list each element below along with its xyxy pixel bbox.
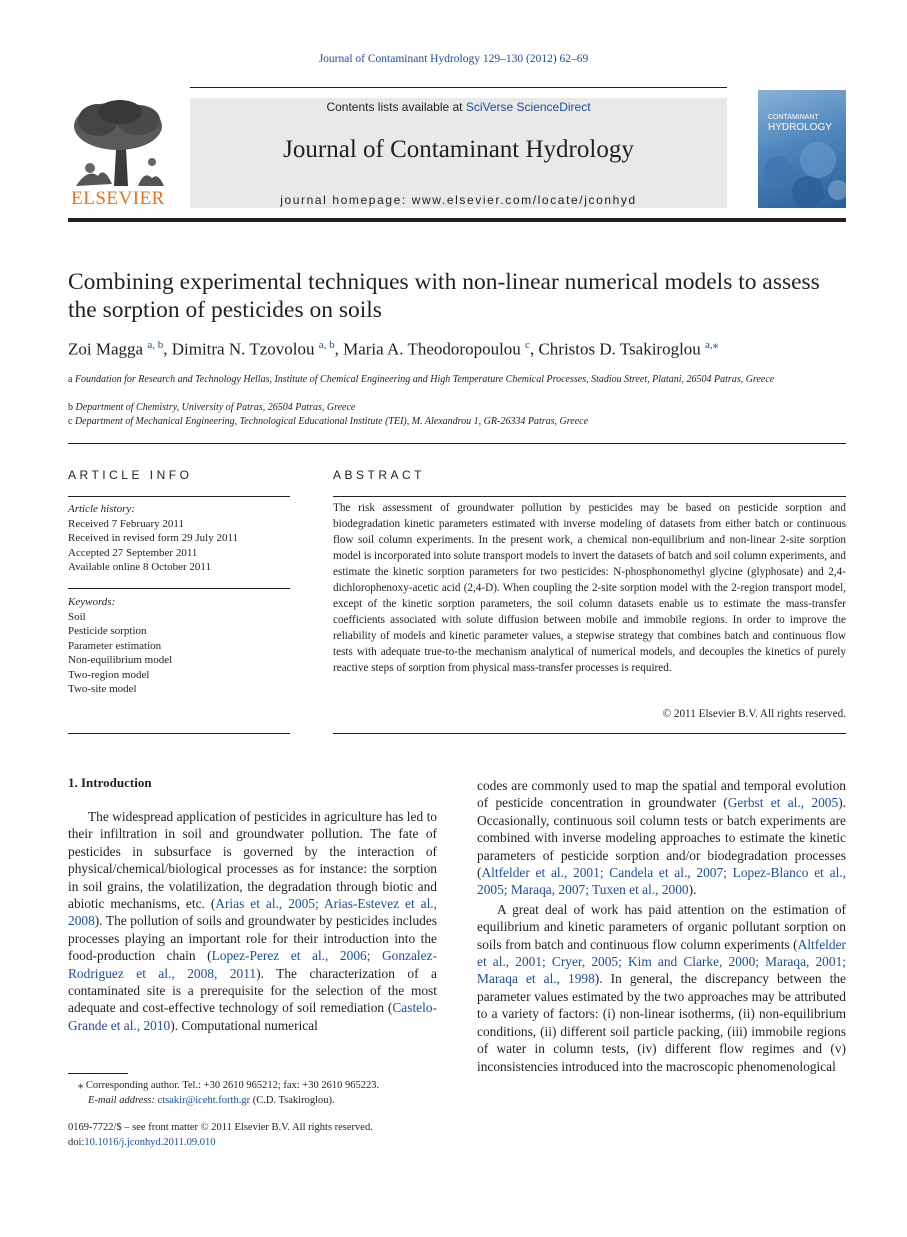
citation-link[interactable]: Altfelder et al., 2001; Cryer, 2005; Kim and Clarke, 2000; Maraqa, 2001; Maraqa et al., 1998 — [477, 936, 846, 987]
journal-citation[interactable]: Journal of Contaminant Hydrology 129–130 (2012) 62–69 — [318, 53, 589, 65]
issn-doi-block — [68, 1121, 468, 1150]
email-suffix: (C.D. Tsakiroglou). — [252, 1094, 335, 1106]
intro-right-column — [477, 777, 846, 1075]
masthead-top-rule — [190, 87, 727, 88]
footnote-line — [68, 1079, 448, 1094]
abstract-text: The risk assessment of groundwater pollution by pesticides may be based on pesticide sorption and biodegradation kinetic parameters estimated with inverse modeling of datasets from either batch or continuous flow soil column experiments. In the present work, a chemical non-equilibrium and non-linear 2-site sorption model is incorporated into solute transport models to invert the datasets of batch and soil column experiments, and estimate the kinetic sorption parameters for two pesticides: N-phosphonomethyl glycine (glyphosate) and 2,4-dichlorophenoxy-acetic acid (2,4-D). When coupling the 2-site sorption model with the 2-region transport model, except of the kinetic sorption parameters, the soil column datasets enable us to estimate the mass-transfer coefficients associated with solute diffusion between mobile and immobile regions. In order to improve the reliability of models and kinetic parameter values, a stepwise strategy that combines batch and continuous flow tests with adequate true-to-the mechanism analytical of numerical models, and decouples the kinetics of purely reactive steps of sorption from physical mass-transfer processes is required. — [333, 502, 846, 674]
doi-line — [68, 1136, 468, 1151]
affiliation-text: Department of Mechanical Engineering, Technological Educational Institute (TEI), M. Alexandrou 1, GR-26334 Patras, Greece — [74, 416, 589, 427]
affiliation-mark: c — [68, 416, 73, 427]
citation-link[interactable]: Arias et al., 2005; Arias-Estevez et al., 2008 — [68, 896, 437, 929]
body-text: A great deal of work has paid attention on the estimation of equilibrium and kinetic parameters of organic pollutant sorption on soils from batch and continuous flow column experiments ( — [477, 901, 846, 952]
citation-link[interactable]: Castelo-Grande et al., 2010 — [68, 1000, 437, 1033]
history-item: Available online 8 October 2011 — [68, 561, 211, 573]
keyword-item[interactable]: Two-region model — [68, 668, 150, 681]
author-name[interactable]: Maria A. Theodoropoulou — [343, 339, 521, 359]
keyword-item[interactable]: Parameter estimation — [68, 639, 162, 652]
email-link[interactable]: ctsakir@iceht.forth.gr — [157, 1094, 251, 1106]
elsevier-tree-icon — [68, 98, 168, 188]
body-text: ). In general, the discrepancy between the parameter values estimated by the two approaches may be attributed to a variety of factors: (i) non-linear isotherms, (ii) non-equilibrium conditions, (ii) different soil particle packing, (iii) immobile regions of water in column tests, (iv) different flow regimes and (v) inconsistencies introduced into the macroscopic phenomenological — [477, 971, 846, 1074]
intro-paragraph — [477, 777, 846, 899]
affiliation-c — [68, 415, 828, 429]
footnote-text: Corresponding author. Tel.: +30 2610 965212; fax: +30 2610 965223. — [85, 1080, 380, 1091]
body-text: ). — [688, 882, 697, 898]
keywords-label: Keywords: — [68, 596, 116, 608]
cover-texture-icon — [758, 140, 846, 208]
citation-link[interactable]: Gerbst et al., 2005 — [727, 795, 839, 811]
body-text: The widespread application of pesticides in agriculture has led to their infiltration in soil and groundwater pollution. The fate of pesticides in subsurface is governed by the interaction of physical/chemical/biological processes as for instance: the sorption in soil grains, the volatilization, the degradation through biotic and abiotic mechanisms, etc. ( — [68, 809, 437, 912]
article-title: Combining experimental techniques with non-linear numerical models to assess the sorption of pesticides on soils — [68, 269, 820, 323]
article-info-bottom-rule — [68, 733, 290, 734]
author-affiliation-mark[interactable]: c — [525, 339, 530, 351]
author-affiliation-mark[interactable]: a,⁎ — [705, 339, 719, 351]
body-text: ). The characterization of a contaminated site is a prerequisite for the selection of the most adequate and cost-effective technology of soil remediation ( — [68, 965, 437, 1016]
contents-available-line — [190, 100, 727, 114]
doi-prefix: doi: — [68, 1136, 85, 1148]
footnote-email-line — [68, 1094, 448, 1109]
author-separator: , — [334, 339, 344, 359]
journal-cover-image[interactable] — [758, 90, 846, 208]
author-separator: , — [163, 339, 172, 359]
author-name[interactable]: Zoi Magga — [68, 339, 144, 359]
citation-link[interactable]: Lopez-Perez et al., 2006; Gonzalez-Rodriguez et al., 2008, 2011 — [68, 948, 437, 981]
keywords-rule — [68, 588, 290, 589]
abstract-bottom-rule — [333, 733, 846, 734]
keyword-item[interactable]: Non-equilibrium model — [68, 654, 173, 666]
affiliation-text: Department of Chemistry, University of Patras, 26504 Patras, Greece — [75, 402, 356, 413]
journal-homepage-link[interactable]: journal homepage: www.elsevier.com/locate/jconhyd — [280, 193, 637, 207]
doi-link[interactable]: 10.1016/j.jconhyd.2011.09.010 — [84, 1136, 216, 1148]
author-name[interactable]: Christos D. Tsakiroglou — [538, 339, 701, 359]
author-affiliation-mark[interactable]: a, b — [147, 339, 164, 351]
introduction-heading: 1. Introduction — [68, 775, 152, 790]
article-history-label: Article history: — [68, 503, 135, 515]
affiliation-mark: b — [68, 402, 73, 413]
author-affiliation-mark[interactable]: a, b — [318, 339, 335, 351]
footnote-mark: ⁎ — [78, 1080, 84, 1091]
journal-name: Journal of Contaminant Hydrology — [283, 136, 634, 163]
history-item: Received in revised form 29 July 2011 — [68, 532, 239, 544]
intro-left-column — [68, 808, 437, 1034]
header-thick-rule — [68, 218, 846, 222]
keywords — [68, 595, 298, 697]
abstract-rule — [333, 496, 846, 497]
history-item: Received 7 February 2011 — [68, 517, 184, 530]
affiliation-mark: a — [68, 374, 73, 385]
contents-prefix: Contents lists available at — [326, 100, 466, 114]
sciencedirect-link[interactable]: SciVerse ScienceDirect — [465, 100, 591, 114]
cover-title — [768, 114, 832, 133]
affiliation-b — [68, 401, 828, 415]
body-text: codes are commonly used to map the spatial and temporal evolution of pesticide concentration in groundwater ( — [477, 778, 846, 811]
author-separator: , — [529, 339, 539, 359]
cover-title-line-1: CONTAMINANT — [768, 114, 819, 121]
intro-paragraph — [477, 901, 846, 1075]
citation-link[interactable]: Altfelder et al., 2001; Candela et al., 2007; Lopez-Blanco et al., 2005; Maraqa, 2007; Tuxen et al., 2000 — [477, 865, 846, 898]
elsevier-logo[interactable] — [68, 98, 168, 210]
abstract-copyright: © 2011 Elsevier B.V. All rights reserved. — [662, 708, 846, 720]
article-info-rule — [68, 496, 290, 497]
body-text: ). Occasionally, continuous soil column tests or batch experiments are combined with inverse modeling approaches to estimate the kinetic parameters of pesticide sorption and/or biodegradation processes ( — [477, 795, 847, 881]
article-history — [68, 502, 298, 575]
affiliation-text: Foundation for Research and Technology Hellas, Institute of Chemical Engineering and High Temperature Chemical Processes, Stadiou Street, Platani, 26504 Patras, Greece — [74, 374, 775, 385]
author-list — [68, 338, 848, 360]
cover-title-line-2: HYDROLOGY — [768, 122, 832, 133]
body-text: ). Computational numerical — [170, 1017, 318, 1033]
issn-line: 0169-7722/$ – see front matter © 2011 Elsevier B.V. All rights reserved. — [68, 1122, 373, 1133]
title-divider — [68, 443, 846, 444]
corresponding-author-footnote — [68, 1079, 448, 1108]
journal-masthead — [190, 98, 727, 208]
footnote-rule — [68, 1073, 128, 1074]
author-name[interactable]: Dimitra N. Tzovolou — [171, 339, 315, 359]
keyword-item[interactable]: Two-site model — [68, 683, 137, 695]
intro-paragraph — [68, 808, 437, 1034]
affiliation-a — [68, 373, 828, 387]
article-info-heading: ARTICLE INFO — [68, 468, 193, 482]
keyword-item[interactable]: Pesticide sorption — [68, 625, 147, 637]
history-item: Accepted 27 September 2011 — [68, 546, 198, 559]
body-text: ). The pollution of soils and groundwater by pesticides includes processes playing an important role for their introduction into the food-production chain ( — [68, 913, 437, 964]
keyword-item[interactable]: Soil — [68, 610, 86, 623]
elsevier-wordmark: ELSEVIER — [71, 188, 165, 209]
email-label: E-mail address: — [88, 1094, 155, 1106]
abstract-heading: ABSTRACT — [333, 468, 426, 482]
